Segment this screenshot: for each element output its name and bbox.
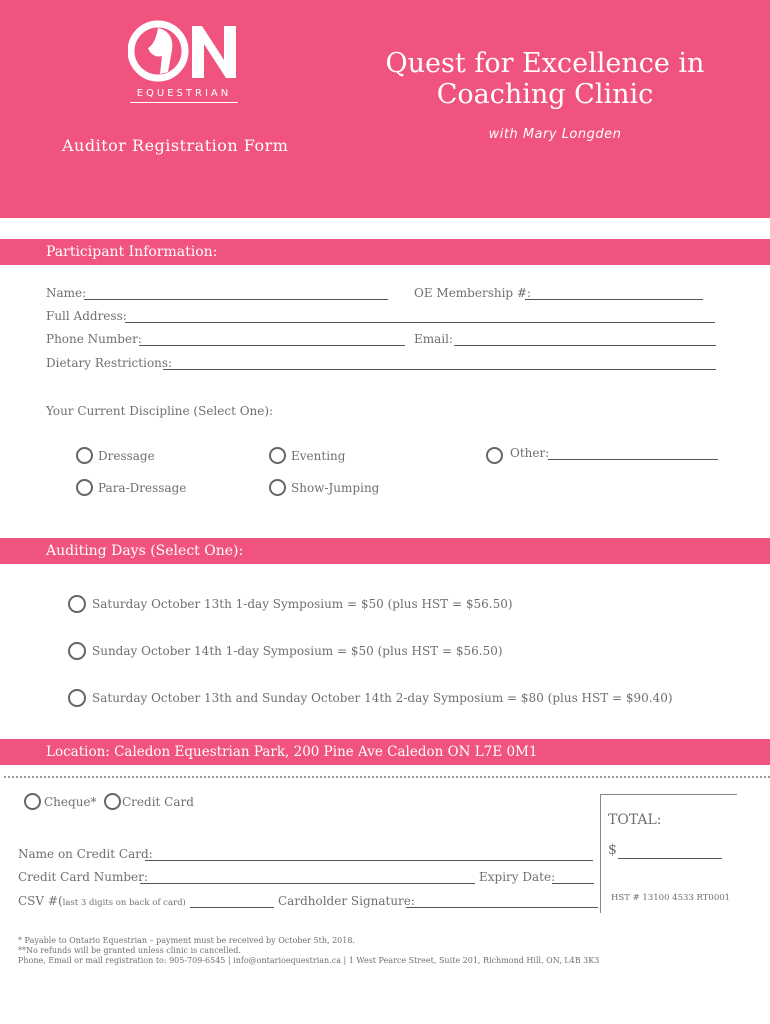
other-label: Other: xyxy=(510,446,550,460)
csv-label xyxy=(18,894,186,908)
auditing-heading: Auditing Days (Select One): xyxy=(46,543,244,559)
eventing-radio[interactable] xyxy=(269,447,286,464)
show-jumping-label: Show-Jumping xyxy=(291,481,380,495)
name-field[interactable] xyxy=(84,299,388,300)
auditing-option-radio-3[interactable] xyxy=(68,689,86,707)
csv-field[interactable] xyxy=(190,907,274,908)
dietary-label: Dietary Restrictions: xyxy=(46,356,173,370)
on-equestrian-logo xyxy=(128,20,240,99)
cc-name-label: Name on Credit Card: xyxy=(18,847,153,861)
discipline-label: Your Current Discipline (Select One): xyxy=(46,404,274,418)
location-heading: Location: Caledon Equestrian Park, 200 Pine Ave Caledon ON L7E 0M1 xyxy=(46,744,538,760)
address-field[interactable] xyxy=(125,322,715,323)
header-banner xyxy=(0,0,770,218)
total-label: TOTAL: xyxy=(608,812,662,828)
auditing-heading-band xyxy=(0,538,770,564)
dressage-radio[interactable] xyxy=(76,447,93,464)
total-dollar-sign: $ xyxy=(608,842,617,858)
dietary-field[interactable] xyxy=(163,369,716,370)
cut-line-divider xyxy=(4,776,770,778)
participant-heading: Participant Information: xyxy=(46,244,218,260)
form-name: Auditor Registration Form xyxy=(62,136,289,155)
cc-number-field[interactable] xyxy=(140,883,475,884)
footer-refund-note: **No refunds will be granted unless clinic is cancelled. xyxy=(18,946,241,955)
email-label: Email: xyxy=(414,332,454,346)
hst-number: HST # 13100 4533 RT0001 xyxy=(611,893,731,903)
title-line-2: Coaching Clinic xyxy=(436,79,654,110)
other-field[interactable] xyxy=(548,459,718,460)
auditing-option-label-1: Saturday October 13th 1-day Symposium = $50 (plus HST = $56.50) xyxy=(92,597,513,611)
logo-subtext: EQUESTRIAN xyxy=(136,88,232,99)
show-jumping-radio[interactable] xyxy=(269,479,286,496)
para-dressage-radio[interactable] xyxy=(76,479,93,496)
signature-field[interactable] xyxy=(406,907,598,908)
name-label: Name: xyxy=(46,286,87,300)
footer-payment-note: * Payable to Ontario Equestrian – payment must be received by October 5th, 2018. xyxy=(18,936,355,945)
csv-note: last 3 digits on back of card) xyxy=(62,898,186,908)
auditing-option-label-3: Saturday October 13th and Sunday October 14th 2-day Symposium = $80 (plus HST = $90.40) xyxy=(92,691,673,705)
phone-label: Phone Number: xyxy=(46,332,142,346)
address-label: Full Address: xyxy=(46,309,127,323)
credit-card-label: Credit Card xyxy=(122,795,194,809)
para-dressage-label: Para-Dressage xyxy=(98,481,187,495)
logo-underline xyxy=(130,102,238,103)
csv-label-text: CSV #( xyxy=(18,894,63,908)
cc-number-label: Credit Card Number: xyxy=(18,870,148,884)
cheque-radio[interactable] xyxy=(24,793,41,810)
cc-name-field[interactable] xyxy=(145,860,593,861)
email-field[interactable] xyxy=(454,345,716,346)
page-subtitle: with Mary Longden xyxy=(488,127,622,142)
page-title xyxy=(385,48,705,110)
auditing-option-label-2: Sunday October 14th 1-day Symposium = $50 (plus HST = $56.50) xyxy=(92,644,503,658)
expiry-label: Expiry Date: xyxy=(479,870,556,884)
cheque-label: Cheque* xyxy=(44,795,97,809)
total-field[interactable] xyxy=(618,858,722,859)
membership-label: OE Membership #: xyxy=(414,286,532,300)
other-radio[interactable] xyxy=(486,447,503,464)
auditing-option-radio-1[interactable] xyxy=(68,595,86,613)
title-line-1: Quest for Excellence in xyxy=(385,48,705,79)
expiry-field[interactable] xyxy=(552,883,594,884)
membership-field[interactable] xyxy=(525,299,703,300)
horse-head-logo-icon xyxy=(128,20,240,82)
signature-label: Cardholder Signature: xyxy=(278,894,415,908)
eventing-label: Eventing xyxy=(291,449,346,463)
auditing-option-radio-2[interactable] xyxy=(68,642,86,660)
participant-heading-band xyxy=(0,239,770,265)
footer-contact: Phone, Email or mail registration to: 905-709-6545 | info@ontarioequestrian.ca | 1 West Pearce Street, Suite 201, Richmond Hill, ON, L4B 3K3 xyxy=(18,956,600,965)
phone-field[interactable] xyxy=(139,345,405,346)
dressage-label: Dressage xyxy=(98,449,155,463)
location-band xyxy=(0,739,770,765)
credit-card-radio[interactable] xyxy=(104,793,121,810)
